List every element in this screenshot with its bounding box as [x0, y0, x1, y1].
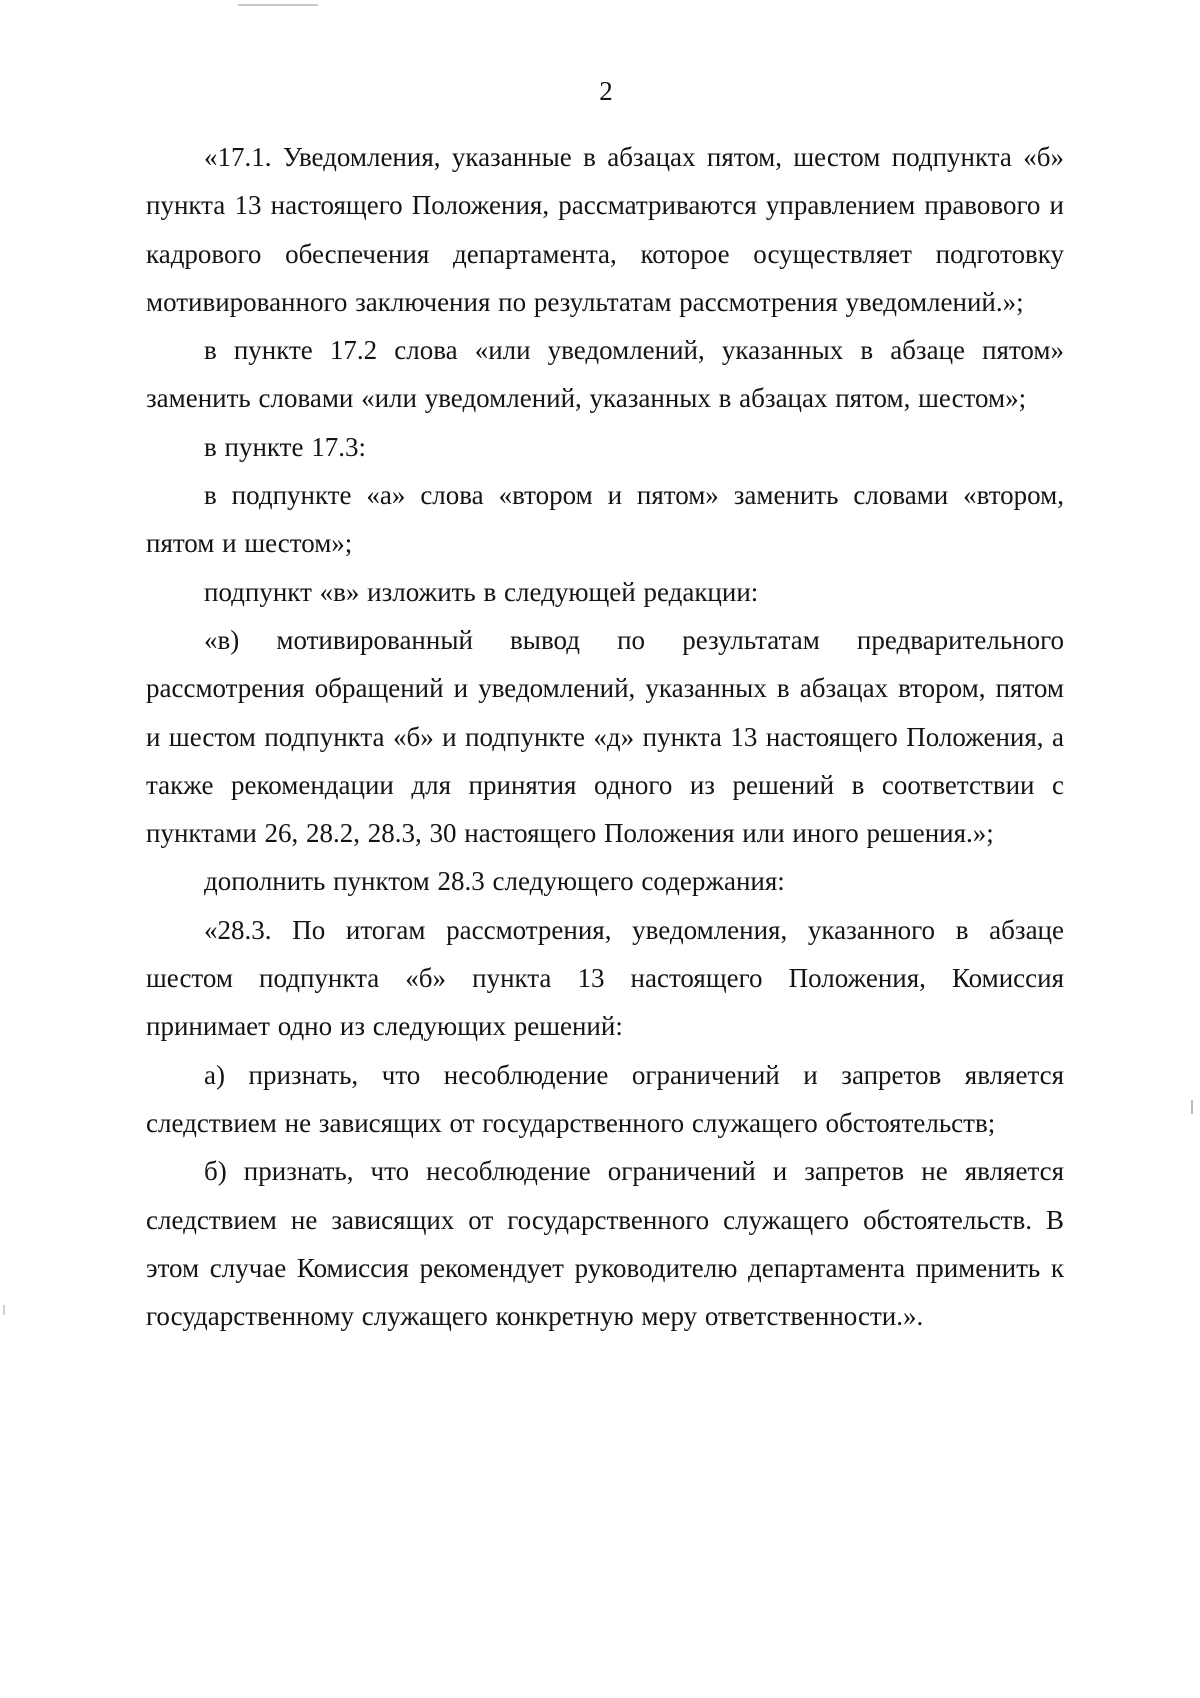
- paragraph-decision-a: а) признать, что несоблюдение ограничений и запретов является следствием не зависящих от государственного служащего обстоятельств;: [146, 1059, 1064, 1138]
- paragraph-28-3-text: «28.3. По итогам рассмотрения, уведомления, указанного в абзаце шестом подпункта «б» пункта 13 настоящего Положения, Комиссия принимает одно из следующих решений:: [146, 914, 1064, 1042]
- paragraph-17-1: «17.1. Уведомления, указанные в абзацах пятом, шестом подпункта «б» пункта 13 настоящего Положения, рассматриваются управлением правового и кадрового обеспечения департамента, которое осуществляет подготовку мотивированного заключения по результатам рассмотрения уведомлений.»;: [146, 142, 1064, 317]
- paragraph-subitem-v-text: «в) мотивированный вывод по результатам предварительного рассмотрения обращений и уведомлений, указанных в абзацах втором, пятом и шестом подпункта «б» и подпункте «д» пункта 13 настоящего Положения, а также рекомендации для принятия одного из решений в соответствии с пунктами 26, 28.2, 28.3, 30 настоящего Положения или иного решения.»;: [146, 624, 1064, 849]
- paragraph-28-3-intro: дополнить пунктом 28.3 следующего содержания:: [204, 866, 785, 897]
- paragraph-decision-b: б) признать, что несоблюдение ограничений и запретов не является следствием не зависящих от государственного служащего обстоятельств. В этом случае Комиссия рекомендует руководителю департамента применить к государственному служащего конкретную меру ответственности.».: [146, 1156, 1064, 1332]
- page-number: 2: [599, 76, 613, 106]
- paragraph-17-2-amendment: в пункте 17.2 слова «или уведомлений, указанных в абзаце пятом» заменить словами «или уведомлений, указанных в абзацах пятом, шестом»;: [146, 335, 1064, 414]
- paragraph-subitem-a-amendment: в подпункте «а» слова «втором и пятом» заменить словами «втором, пятом и шестом»;: [146, 480, 1064, 559]
- paragraph-17-3-intro: в пункте 17.3:: [204, 431, 366, 462]
- document-body: [146, 133, 1064, 1340]
- scan-edge-mark: [1191, 1100, 1193, 1114]
- scan-edge-mark: [238, 4, 318, 6]
- paragraph-subitem-v-intro: подпункт «в» изложить в следующей редакции:: [204, 576, 759, 607]
- scan-edge-mark: [3, 1305, 5, 1315]
